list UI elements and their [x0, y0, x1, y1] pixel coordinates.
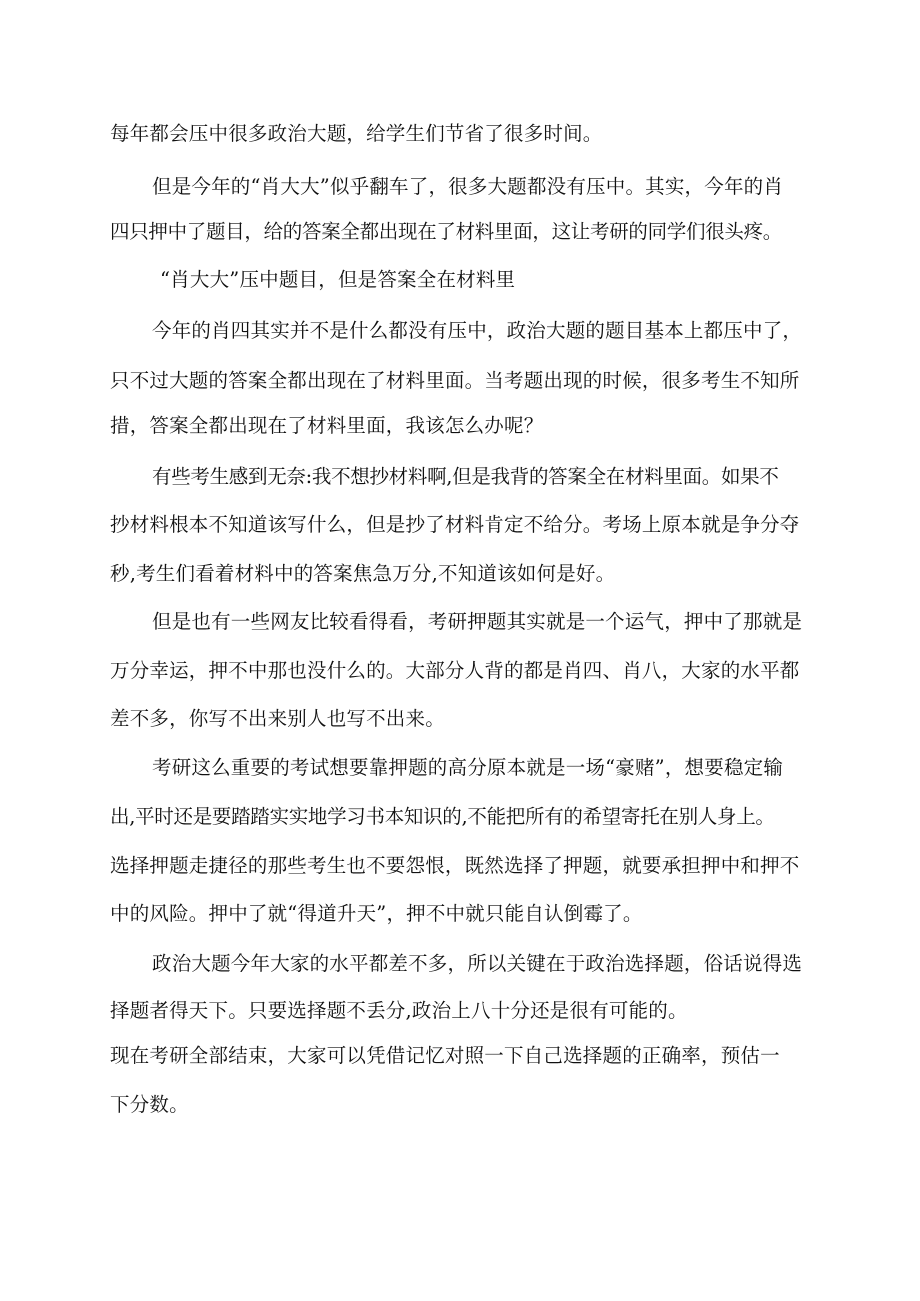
- paragraph-line: 出,平时还是要踏踏实实地学习书本知识的,不能把所有的希望寄托在别人身上。: [110, 805, 775, 828]
- paragraph-line: 有些考生感到无奈:我不想抄材料啊,但是我背的答案全在材料里面。如果不: [152, 465, 779, 488]
- paragraph-line: 每年都会压中很多政治大题，给学生们节省了很多时间。: [110, 122, 603, 145]
- paragraph-line: 选择押题走捷径的那些考生也不要怨恨，既然选择了押题，就要承担押中和押不: [110, 854, 800, 877]
- paragraph-line: 现在考研全部结束，大家可以凭借记忆对照一下自己选择题的正确率，预估一: [110, 1044, 780, 1067]
- section-subheading: “肖大大”压中题目，但是答案全在材料里: [160, 268, 516, 291]
- paragraph-line: 但是今年的“肖大大”似乎翻车了，很多大题都没有压中。其实，今年的肖: [152, 175, 784, 198]
- paragraph-line: 四只押中了题目，给的答案全都出现在了材料里面，这让考研的同学们很头疼。: [110, 220, 783, 243]
- paragraph-line: 但是也有一些网友比较看得看，考研押题其实就是一个运气，押中了那就是: [152, 610, 803, 633]
- paragraph-line: 万分幸运，押不中那也没什么的。大部分人背的都是肖四、肖八，大家的水平都: [110, 659, 800, 682]
- paragraph-line: 政治大题今年大家的水平都差不多，所以关键在于政治选择题，俗话说得选: [152, 952, 803, 975]
- paragraph-line: 考研这么重要的考试想要靠押题的高分原本就是一场“豪赌”，想要稳定输: [152, 756, 784, 779]
- paragraph-line: 中的风险。押中了就“得道升天”，押不中就只能自认倒霉了。: [110, 902, 643, 925]
- paragraph-line: 抄材料根本不知道该写什么，但是抄了材料肯定不给分。考场上原本就是争分夺: [110, 513, 800, 536]
- paragraph-line: 下分数。: [110, 1093, 189, 1116]
- paragraph-line: 差不多，你写不出来别人也写不出来。: [110, 707, 445, 730]
- paragraph-line: 秒,考生们看着材料中的答案焦急万分,不知道该如何是好。: [110, 562, 616, 585]
- paragraph-line: 措，答案全都出现在了材料里面，我该怎么办呢？: [110, 414, 544, 437]
- paragraph-line: 今年的肖四其实并不是什么都没有压中，政治大题的题目基本上都压中了，: [152, 319, 803, 342]
- paragraph-line: 择题者得天下。只要选择题不丢分,政治上八十分还是很有可能的。: [110, 999, 688, 1022]
- paragraph-line: 只不过大题的答案全都出现在了材料里面。当考题出现的时候，很多考生不知所: [110, 369, 800, 392]
